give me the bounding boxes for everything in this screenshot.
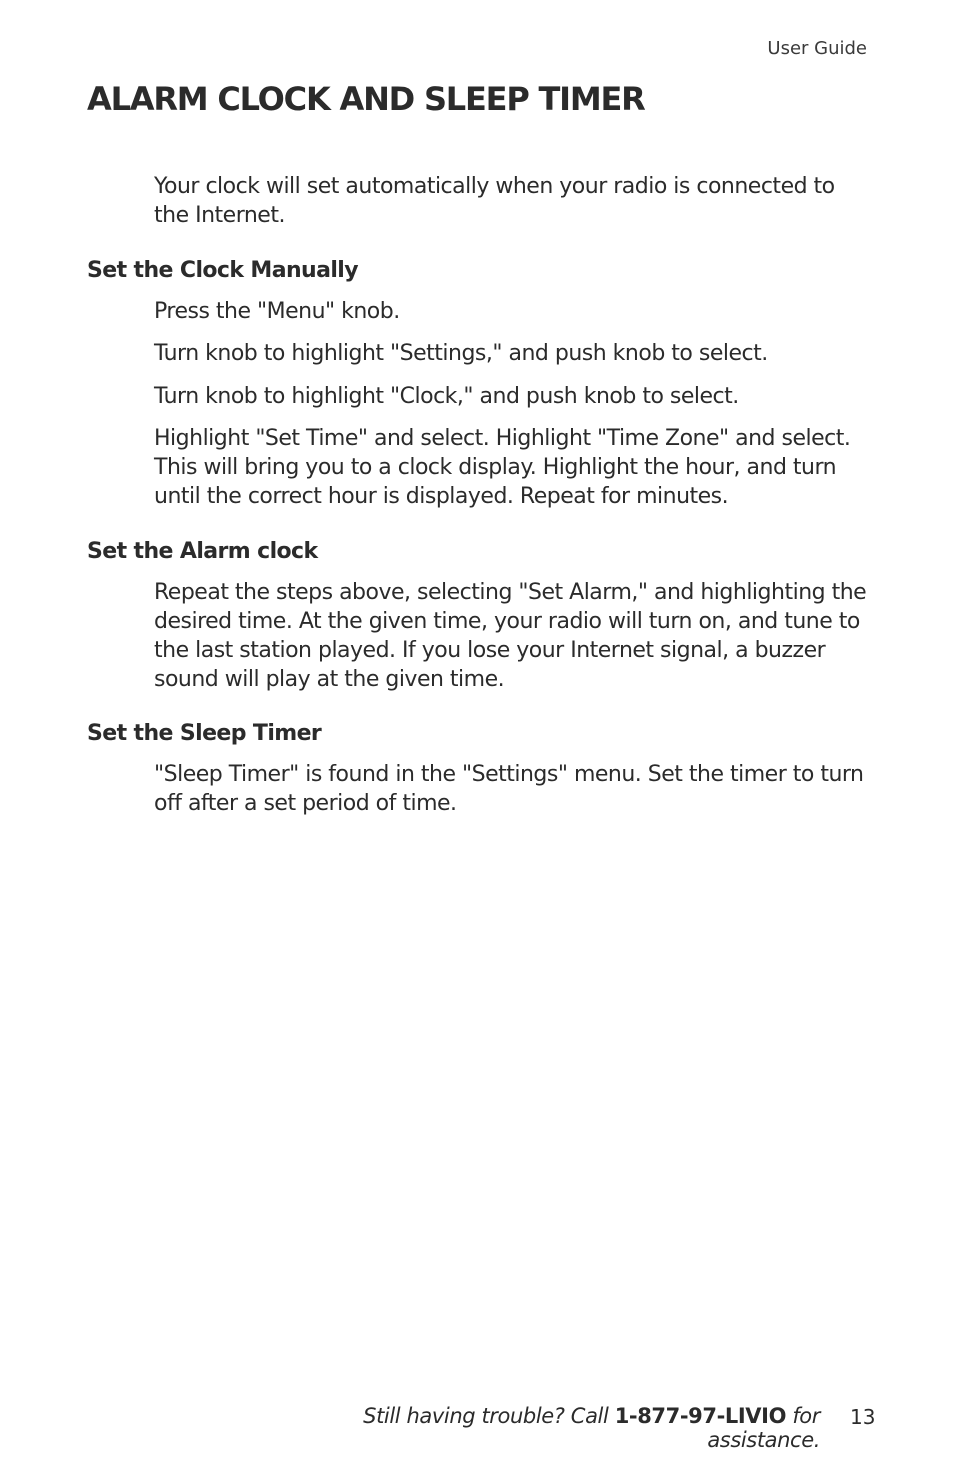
footer-assistance <box>300 1404 820 1452</box>
intro-paragraph: Your clock will set automatically when your radio is connected to the Internet. <box>154 174 835 228</box>
section-heading-sleep: Set the Sleep Timer <box>87 721 322 746</box>
page-title: ALARM CLOCK AND SLEEP TIMER <box>87 80 645 118</box>
footer-prefix: Still having trouble? Call <box>363 1404 609 1428</box>
clock-step-4: Highlight "Set Time" and select. Highlight "Time Zone" and select. This will bring you to a clock display. Highlight the hour, and turn until the correct hour is displayed. Repeat for minutes. <box>154 426 851 509</box>
clock-step-2: Turn knob to highlight "Settings," and push knob to select. <box>154 341 768 366</box>
section-heading-clock: Set the Clock Manually <box>87 258 358 283</box>
footer-suffix: for assistance. <box>707 1404 820 1452</box>
page-number: 13 <box>850 1405 876 1429</box>
footer-phone: 1-877-97-LIVIO <box>614 1404 787 1428</box>
alarm-paragraph: Repeat the steps above, selecting "Set Alarm," and highlighting the desired time. At the given time, your radio will turn on, and tune to the last station played. If you lose your Internet signal, a buzzer sound will play at the given time. <box>154 580 867 692</box>
running-header: User Guide <box>767 38 867 59</box>
sleep-paragraph: "Sleep Timer" is found in the "Settings" menu. Set the timer to turn off after a set period of time. <box>154 762 864 816</box>
clock-step-3: Turn knob to highlight "Clock," and push knob to select. <box>154 384 739 409</box>
section-heading-alarm: Set the Alarm clock <box>87 539 318 564</box>
clock-step-1: Press the "Menu" knob. <box>154 299 400 324</box>
